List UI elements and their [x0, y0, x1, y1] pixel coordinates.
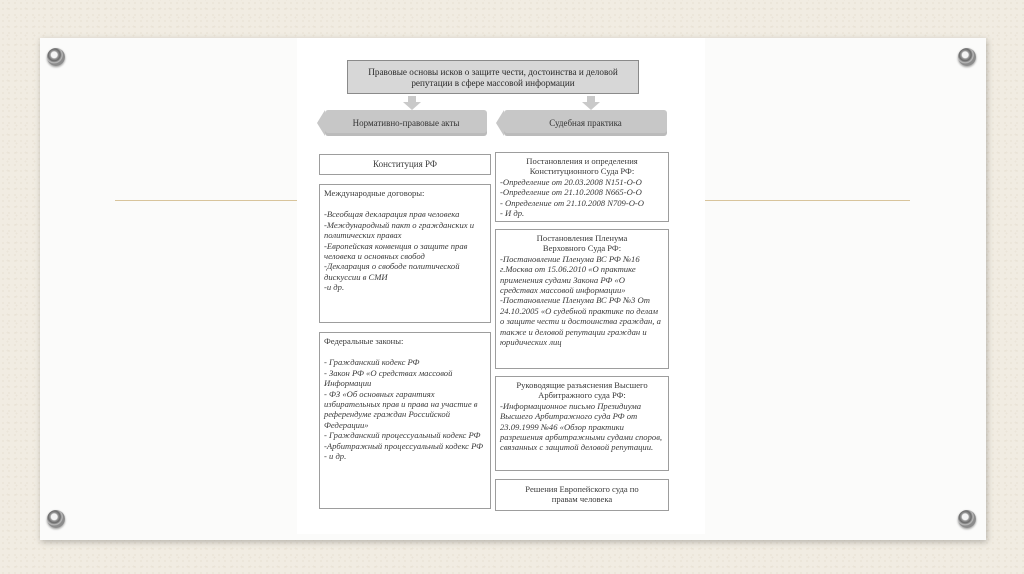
list-item: - ФЗ «Об основных гарантиях избирательных прав и права на участие в референдуме граждан Российской Федерации» [324, 388, 478, 430]
pin-bottom-left-icon [47, 510, 65, 528]
diagram-title: Правовые основы исков о защите чести, достоинства и деловой репутации в сфере массовой информации [347, 60, 639, 94]
list-item: -Арбитражный процессуальный кодекс РФ [324, 440, 484, 451]
list-item: -Постановление Пленума ВС РФ №16 г.Москва от 15.06.2010 «О практике применения судами Закона РФ «О средствах массовой информации» [500, 253, 640, 296]
list-item: -Всеобщая декларация прав человека [324, 209, 460, 220]
arrow-down-icon [582, 102, 600, 110]
box-constitution: Конституция РФ [319, 154, 491, 175]
pin-bottom-right-icon [958, 510, 976, 528]
international-heading: Международные договоры: [324, 188, 425, 198]
box-supreme-court [495, 229, 669, 369]
list-item: - И др. [500, 208, 525, 219]
box-international-treaties [319, 184, 491, 323]
category-court-practice: Судебная практика [504, 110, 667, 136]
supreme-court-heading: Постановления Пленума Верховного Суда РФ: [536, 233, 628, 254]
list-item: -Постановление Пленума ВС РФ №3 От 24.10.2005 «О судебной практике по делам о защите чести и достоинства граждан, а также и деловой репутации граждан и юридических лиц [500, 295, 661, 348]
list-item: -и др. [324, 282, 345, 293]
list-item: - Определение от 21.10.2008 N709-О-О [500, 197, 644, 208]
decorative-rule-left [115, 200, 297, 201]
list-item: - Гражданский кодекс РФ [324, 357, 420, 368]
box-constitutional-court [495, 152, 669, 222]
list-item: -Международный пакт о гражданских и политических правах [324, 219, 474, 241]
decorative-rule-right [705, 200, 910, 201]
list-item: -Определение от 21.10.2008 N665-О-О [500, 187, 642, 198]
diagram [297, 38, 705, 534]
list-item: -Европейская конвенция о защите прав человека и основных свобод [324, 240, 468, 262]
list-item: -Информационное письмо Президиума Высшего Арбитражного суда РФ от 23.09.1999 №46 «Обзор практики разрешения арбитражными судами споров, связанных с защитой деловой репутации. [500, 400, 663, 453]
arrow-down-icon [403, 102, 421, 110]
box-european-court: Решения Европейского суда по правам человека [495, 479, 669, 511]
constitutional-court-heading: Постановления и определения Конституционного Суда РФ: [526, 156, 638, 177]
list-item: -Декларация о свободе политической дискуссии в СМИ [324, 261, 460, 282]
list-item: - и др. [324, 451, 347, 462]
category-normative-acts: Нормативно-правовые акты [325, 110, 487, 136]
box-arbitration-court [495, 376, 669, 471]
federal-heading: Федеральные законы: [324, 336, 404, 346]
list-item: - Гражданский процессуальный кодекс РФ [324, 430, 481, 441]
pin-top-left-icon [47, 48, 65, 66]
pin-top-right-icon [958, 48, 976, 66]
box-federal-laws [319, 332, 491, 509]
list-item: -Определение от 20.03.2008 N151-О-О [500, 176, 642, 187]
arbitration-court-heading: Руководящие разъяснения Высшего Арбитражного суда РФ: [516, 380, 648, 401]
list-item: - Закон РФ «О средствах массовой Информации [324, 367, 453, 389]
